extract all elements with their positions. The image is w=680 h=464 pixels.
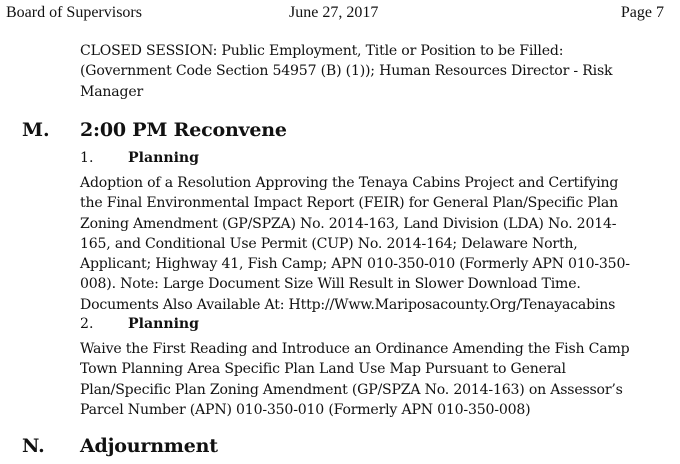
header-date: June 27, 2017 [289, 4, 379, 21]
item-1-label: Planning [128, 150, 200, 166]
item-1-number: 1. [80, 150, 94, 166]
item-2-description: Waive the First Reading and Introduce an Ordinance Amending the Fish Camp Town Planning Area Specific Plan Land Use Map Pursuant to General Plan/Specific Plan Zoning Amendment (GP/SPZA No. 2014-163) on Assessor’s Parcel Number (APN) 010-350-010 (Formerly APN 010-350-008) [80, 341, 630, 418]
closed-session-text: CLOSED SESSION: Public Employment, Title or Position to be Filled: (Government Code Section 54957 (B) (1)); Human Resources Director - Risk Manager [80, 43, 613, 100]
header-page-number: Page 7 [620, 4, 664, 21]
header-organization: Board of Supervisors [6, 4, 142, 21]
section-m-title: 2:00 PM Reconvene [80, 119, 287, 141]
page-header [0, 4, 680, 26]
section-n-title: Adjournment [80, 435, 218, 457]
item-2-label: Planning [128, 316, 200, 332]
section-m-letter: M. [22, 119, 50, 141]
item-1-description: Adoption of a Resolution Approving the Tenaya Cabins Project and Certifying the Final Environmental Impact Report (FEIR) for General Plan/Specific Plan Zoning Amendment (GP/SPZA) No. 2014-163, Land Division (LDA) No. 2014- 165, and Conditional Use Permit (CUP) No. 2014-164; Delaware North, Applicant; Highway 41, Fish Camp; APN 010-350-010 (Formerly APN 010-350- 008). Note: Large Document Size Will Result in Slower Download Time. Documents Also Available At: Http://Www.Mariposacounty.Org/Tenayacabins [80, 175, 630, 313]
item-2-number: 2. [80, 316, 94, 332]
section-n-letter: N. [22, 435, 45, 457]
